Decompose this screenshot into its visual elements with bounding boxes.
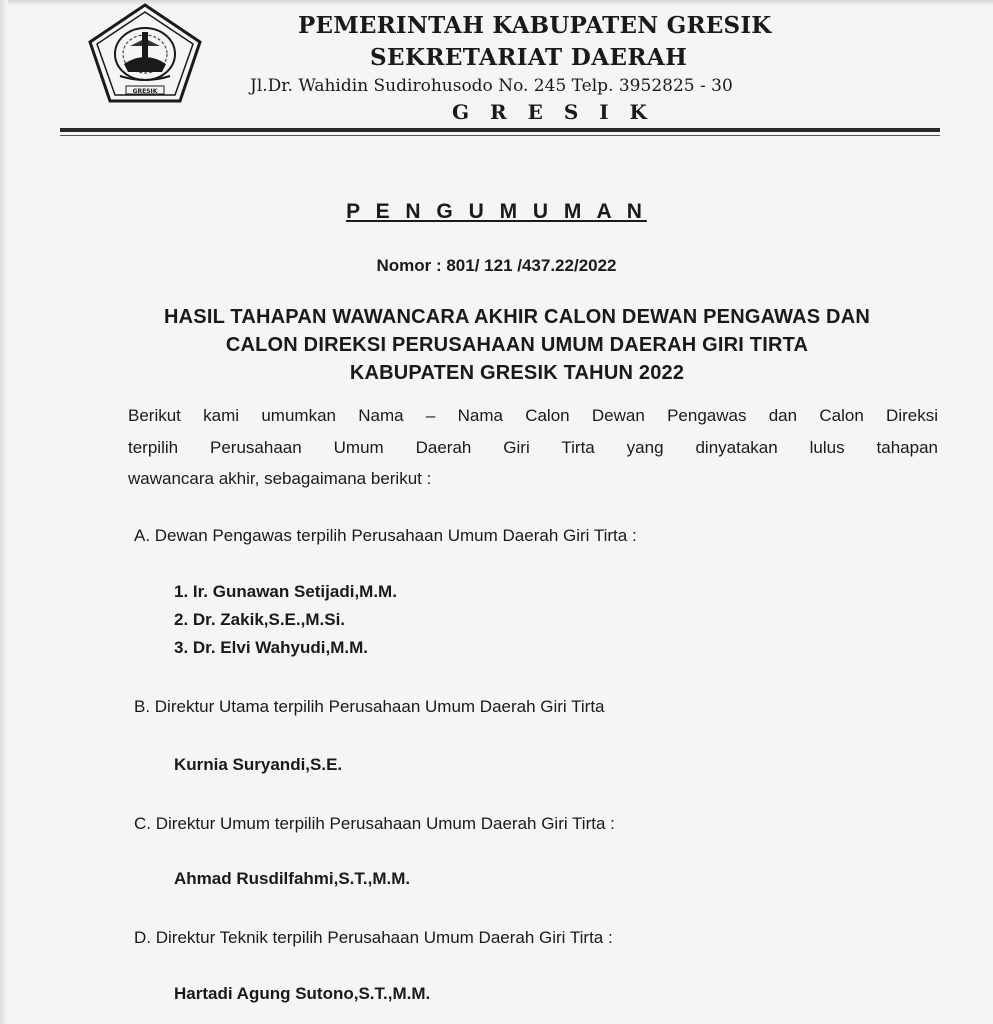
letterhead-rule-thick [60,128,940,132]
logo-text: GRESIK [132,88,158,95]
section-b-heading: B. Direktur Utama terpilih Perusahaan Umum Daerah Giri Tirta [134,697,605,716]
section-d-heading: D. Direktur Teknik terpilih Perusahaan Umum Daerah Giri Tirta : [134,928,613,947]
section-b-name-1: Kurnia Suryandi,S.E. [174,755,343,774]
letterhead-city: G R E S I K [452,100,654,124]
page-edge-left [0,0,8,1024]
subject-line-1: HASIL TAHAPAN WAWANCARA AKHIR CALON DEWAN PENGAWAS DAN [164,306,870,328]
section-a-name-3: 3. Dr. Elvi Wahyudi,M.M. [174,638,368,657]
intro-line-1: Berikut kami umumkan Nama – Nama Calon Dewan Pengawas dan Calon Direksi [128,406,938,425]
letterhead-secretariat: SEKRETARIAT DAERAH [370,44,688,71]
section-c-name-1: Ahmad Rusdilfahmi,S.T.,M.M. [174,869,411,888]
section-a-name-1: 1. Ir. Gunawan Setijadi,M.M. [174,582,397,601]
subject-line-3: KABUPATEN GRESIK TAHUN 2022 [349,362,685,384]
section-c-heading: C. Direktur Umum terpilih Perusahaan Umum Daerah Giri Tirta : [134,814,615,833]
announcement-number: Nomor : 801/ 121 /437.22/2022 [376,256,617,275]
letterhead-government: PEMERINTAH KABUPATEN GRESIK [298,12,772,39]
section-a-name-2: 2. Dr. Zakik,S.E.,M.Si. [174,610,346,629]
letterhead-rule-thin [60,135,940,136]
section-d-name-1: Hartadi Agung Sutono,S.T.,M.M. [174,984,431,1003]
intro-line-3: wawancara akhir, sebagaimana berikut : [128,469,432,488]
gresik-emblem-logo [86,2,204,104]
intro-line-2: terpilih Perusahaan Umum Daerah Giri Tirta yang dinyatakan lulus tahapan [128,438,938,457]
letterhead-address: Jl.Dr. Wahidin Sudirohusodo No. 245 Telp. 3952825 - 30 [250,76,733,96]
section-a-heading: A. Dewan Pengawas terpilih Perusahaan Umum Daerah Giri Tirta : [134,526,637,545]
subject-line-2: CALON DIREKSI PERUSAHAAN UMUM DAERAH GIRI TIRTA [225,334,809,356]
announcement-title: P E N G U M U M A N [346,200,647,223]
